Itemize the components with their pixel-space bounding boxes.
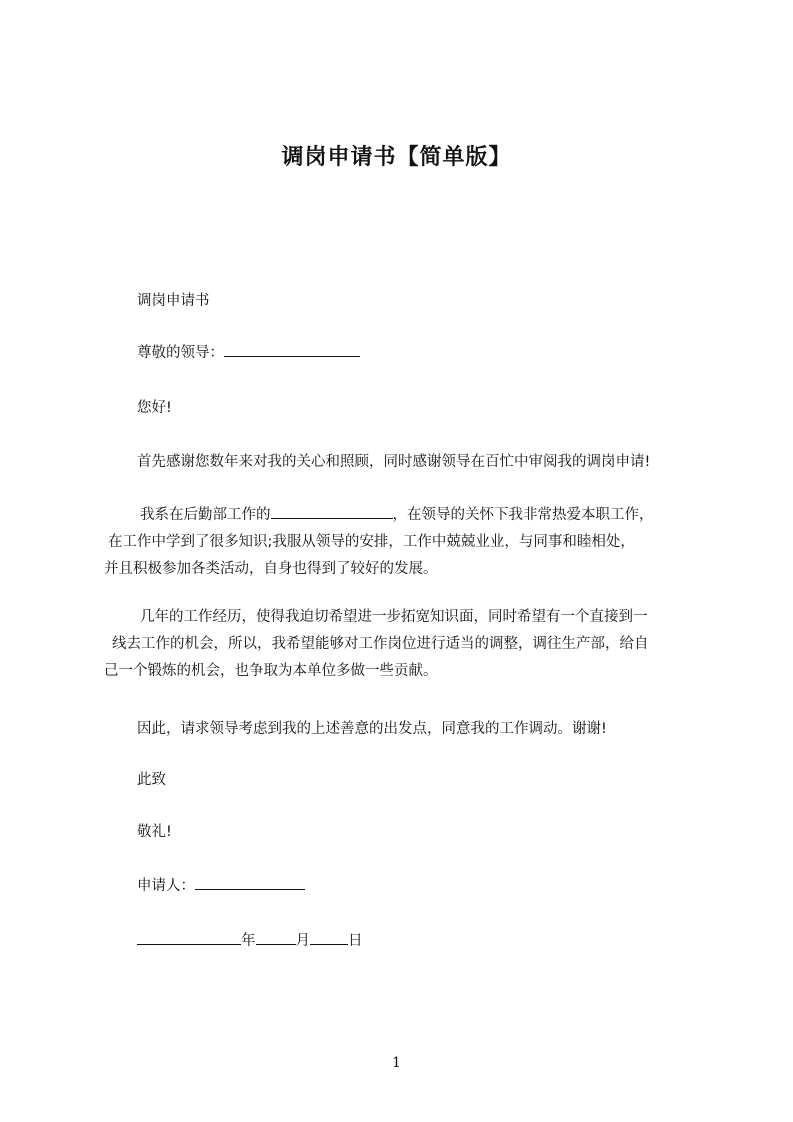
paragraph-2-line-3: 并且积极参加各类活动，自身也得到了较好的发展。: [104, 561, 438, 577]
day-label: 日: [348, 933, 363, 949]
paragraph-2: [104, 502, 716, 583]
recipient-blank[interactable]: [224, 342, 360, 357]
month-blank[interactable]: [256, 930, 296, 945]
page-number: 1: [392, 1055, 401, 1071]
paragraph-3-line-3: 己一个锻炼的机会，也争取为本单位多做一些贡献。: [104, 663, 438, 679]
applicant-name-blank[interactable]: [195, 875, 305, 890]
month-label: 月: [295, 933, 310, 949]
paragraph-2-text-b: ，在领导的关怀下我非常热爱本职工作，: [392, 507, 654, 523]
greeting-text: 您好!: [137, 400, 172, 416]
heading-text: 调岗申请书: [137, 293, 210, 309]
applicant-label: 申请人：: [137, 878, 195, 894]
paragraph-2-line-2: 在工作中学到了很多知识;我服从领导的安排，工作中兢兢业业，与同事和睦相处，: [108, 534, 635, 550]
paragraph-3-line-1: 几年的工作经历，使得我迫切希望进一步拓宽知识面，同时希望有一个直接到一: [140, 609, 648, 625]
document-title: 调岗申请书【简单版】: [281, 145, 512, 170]
day-blank[interactable]: [310, 930, 348, 945]
paragraph-1: 首先感谢您数年来对我的关心和照顾，同时感谢领导在百忙中审阅我的调岗申请!: [137, 454, 651, 470]
year-blank[interactable]: [137, 930, 241, 945]
position-blank[interactable]: [271, 504, 393, 519]
paragraph-3-line-2: 线去工作的机会，所以，我希望能够对工作岗位进行适当的调整，调往生产部，给自: [112, 636, 649, 652]
salutation-text: 尊敬的领导：: [137, 345, 224, 361]
salutation-line: [137, 340, 360, 367]
paragraph-2-text-a: 我系在后勤部工作的: [140, 507, 271, 523]
date-line: [137, 928, 363, 955]
paragraph-3: [104, 604, 716, 685]
closing-jingli: 敬礼!: [137, 824, 172, 840]
applicant-line: [137, 873, 305, 900]
year-label: 年: [241, 933, 256, 949]
paragraph-2-line-1: [104, 502, 716, 529]
paragraph-4: 因此，请求领导考虑到我的上述善意的出发点，同意我的工作调动。谢谢!: [137, 721, 607, 737]
closing-cizhi: 此致: [137, 772, 166, 788]
